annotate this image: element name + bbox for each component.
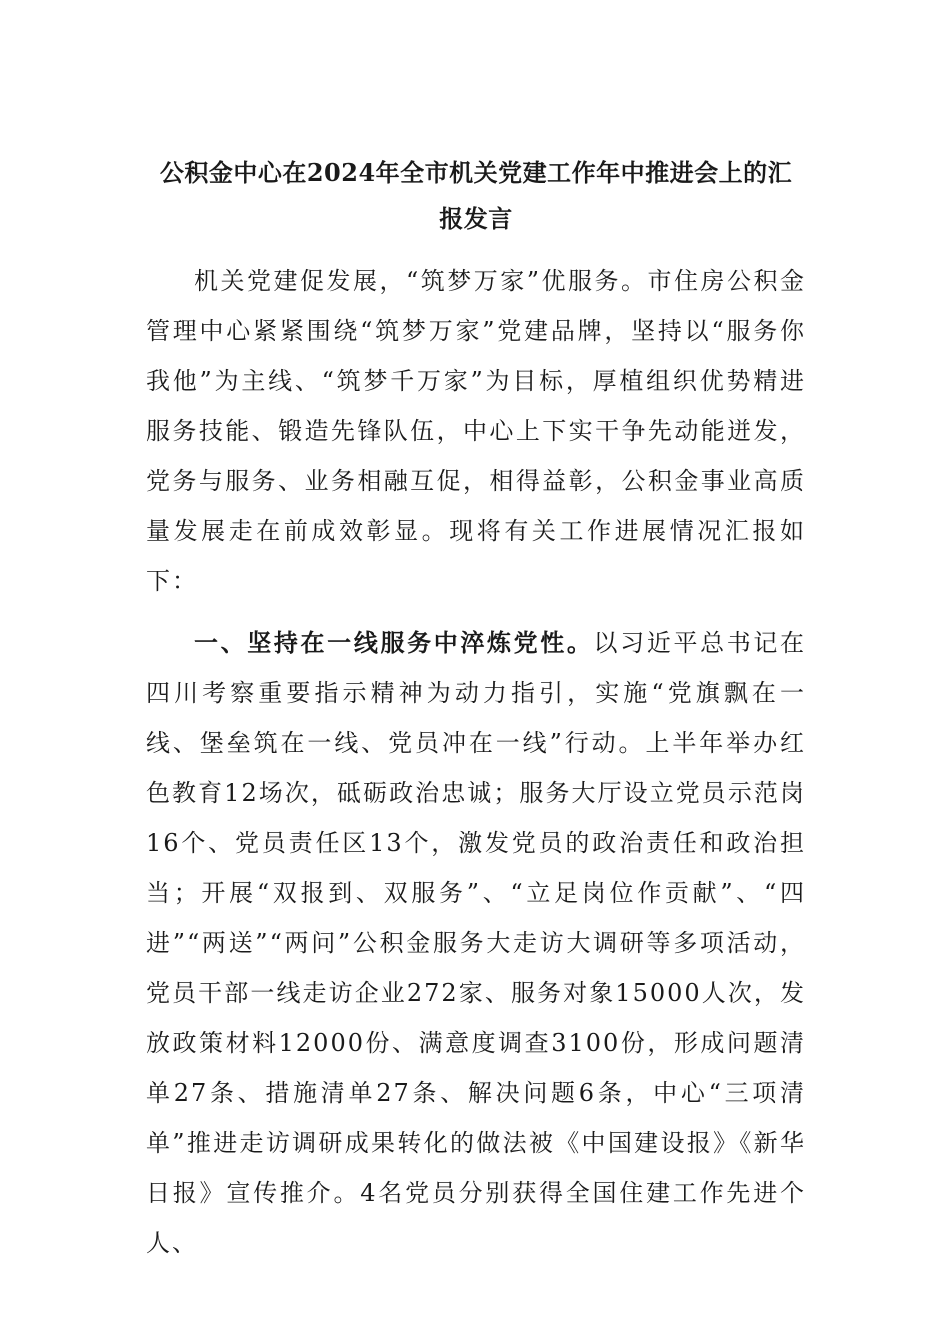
section-1-body: 以习近平总书记在四川考察重要指示精神为动力指引，实施“党旗飘在一线、堡垒筑在一线、党员冲在一线”行动。上半年举办红色教育12场次，砥砺政治忠诚；服务大厅设立党员示范岗16个、党员责任区13个，激发党员的政治责任和政治担当；开展“双报到、双服务”、“立足岗位作贡献”、“四进”“两送”“两问”公积金服务大走访大调研等多项活动，党员干部一线走访企业272家、服务对象15000人次，发放政策材料12000份、满意度调查3100份，形成问题清单27条、措施清单27条、解决问题6条，中心“三项清单”推进走访调研成果转化的做法被《中国建设报》《新华日报》宣传推介。4名党员分别获得全国住建工作先进个人、 bbox=[146, 629, 807, 1257]
section-1-paragraph bbox=[146, 618, 806, 1268]
document-title bbox=[146, 150, 806, 242]
title-line-1: 公积金中心在2024年全市机关党建工作年中推进会上的汇 bbox=[159, 158, 793, 187]
section-1-heading: 一、坚持在一线服务中淬炼党性。 bbox=[194, 628, 594, 657]
title-line-2: 报发言 bbox=[439, 204, 513, 233]
document-page bbox=[146, 150, 806, 1268]
intro-paragraph: 机关党建促发展，“筑梦万家”优服务。市住房公积金管理中心紧紧围绕“筑梦万家”党建品牌，坚持以“服务你我他”为主线、“筑梦千万家”为目标，厚植组织优势精进服务技能、锻造先锋队伍，中心上下实干争先动能迸发，党务与服务、业务相融互促，相得益彰，公积金事业高质量发展走在前成效彰显。现将有关工作进展情况汇报如下： bbox=[146, 267, 806, 595]
